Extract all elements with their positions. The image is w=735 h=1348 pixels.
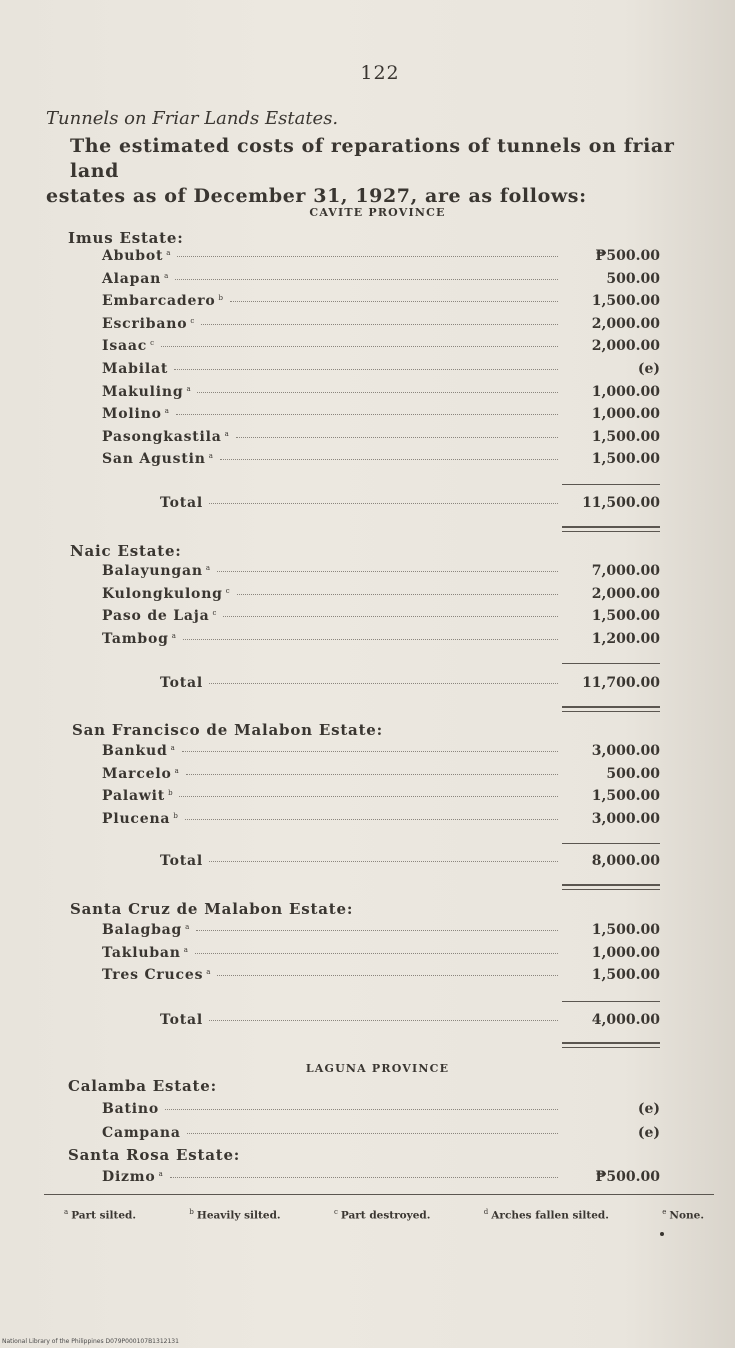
tunnel-name-text: Plucena bbox=[102, 810, 171, 827]
tunnel-name bbox=[102, 1101, 159, 1117]
tunnel-row bbox=[102, 967, 660, 989]
tunnel-amount: 1,000.00 bbox=[591, 944, 660, 961]
total-row-naic bbox=[160, 675, 660, 697]
footnote-marker: a bbox=[171, 631, 177, 640]
leader-dots bbox=[165, 1109, 558, 1110]
tunnel-name bbox=[102, 338, 155, 354]
subtotal-rule bbox=[562, 484, 660, 485]
tunnel-amount: (e) bbox=[637, 361, 660, 377]
footnote-marker: a bbox=[164, 407, 170, 416]
total-row-san-francisco bbox=[160, 853, 660, 875]
total-label: Total bbox=[160, 495, 204, 511]
leader-dots bbox=[185, 819, 558, 820]
tunnel-name bbox=[102, 1169, 164, 1185]
tunnel-name bbox=[102, 743, 176, 759]
subtotal-rule bbox=[562, 663, 660, 664]
tunnel-row bbox=[102, 766, 660, 788]
tunnel-name-text: Campana bbox=[102, 1124, 181, 1141]
tunnel-amount: 3,000.00 bbox=[591, 810, 660, 827]
footnote-text: Part silted. bbox=[71, 1209, 137, 1222]
subtotal-rule bbox=[562, 843, 660, 844]
intro-line: The estimated costs of reparations of tunnels on friar land bbox=[70, 135, 675, 182]
tunnel-name bbox=[102, 384, 191, 400]
tunnel-amount: 1,000.00 bbox=[591, 383, 660, 400]
tunnel-name bbox=[102, 451, 214, 467]
double-rule bbox=[562, 884, 660, 886]
tunnel-amount: 1,200.00 bbox=[591, 630, 660, 647]
tunnel-name-text: Molino bbox=[102, 406, 162, 423]
leader-dots bbox=[196, 930, 558, 931]
footnote-mark: a bbox=[64, 1208, 69, 1216]
footnote-mark: c bbox=[333, 1208, 338, 1216]
footnote-marker: a bbox=[183, 945, 189, 954]
total-label: Total bbox=[160, 675, 204, 691]
tunnel-name-text: Takluban bbox=[102, 944, 181, 961]
total-amount-san-francisco: 8,000.00 bbox=[591, 853, 660, 869]
footnote-marker: c bbox=[190, 316, 196, 325]
province-heading-cavite: CAVITE PROVINCE bbox=[309, 206, 446, 219]
footnotes bbox=[64, 1208, 704, 1222]
estate-heading-san-francisco: San Francisco de Malabon Estate: bbox=[72, 721, 383, 739]
tunnel-name-text: Abubot bbox=[102, 248, 164, 264]
tunnel-amount: 1,000.00 bbox=[591, 406, 660, 423]
tunnel-row bbox=[102, 429, 660, 451]
section-title: Tunnels on Friar Lands Estates. bbox=[46, 108, 339, 129]
double-rule bbox=[562, 1042, 660, 1044]
tunnel-name-text: Kulongkulong bbox=[102, 585, 223, 602]
double-rule bbox=[562, 706, 660, 708]
total-amount-naic: 11,700.00 bbox=[582, 675, 660, 691]
footnote-marker: c bbox=[150, 339, 155, 348]
tunnel-name-text: Batino bbox=[102, 1101, 160, 1117]
tunnel-amount: 1,500.00 bbox=[591, 967, 660, 984]
tunnel-row bbox=[102, 361, 660, 383]
tunnel-amount: 2,000.00 bbox=[591, 585, 660, 602]
leader-dots bbox=[236, 437, 558, 438]
province-heading-laguna: LAGUNA PROVINCE bbox=[305, 1062, 450, 1075]
footnote-marker: b bbox=[218, 294, 224, 303]
leader-dots bbox=[186, 774, 558, 775]
tunnel-row bbox=[102, 586, 660, 608]
footnote-marker: a bbox=[205, 564, 211, 572]
double-rule bbox=[562, 711, 660, 712]
leader-dots bbox=[201, 324, 558, 325]
tunnel-name-text: Balagbag bbox=[102, 922, 183, 938]
tunnel-row bbox=[102, 631, 660, 653]
total-label: Total bbox=[160, 853, 204, 869]
total-row-santa-cruz bbox=[160, 1012, 660, 1034]
tunnel-name-text: Dizmo bbox=[102, 1169, 156, 1185]
total-row-imus bbox=[160, 495, 660, 517]
tunnel-name bbox=[102, 922, 190, 938]
footnote-marker: b bbox=[173, 811, 179, 820]
estate-heading-santa-cruz: Santa Cruz de Malabon Estate: bbox=[70, 900, 354, 918]
tunnel-name-text: San Agustin bbox=[102, 451, 206, 468]
footnote-marker: a bbox=[170, 744, 176, 752]
leader-dots bbox=[220, 459, 558, 460]
tunnel-name-text: Escribano bbox=[102, 315, 188, 332]
tunnel-name-text: Tambog bbox=[102, 630, 169, 647]
tunnel-name bbox=[102, 361, 168, 377]
leader-dots bbox=[209, 1020, 558, 1021]
scan-label: National Library of the Philippines D079P000107B1312131 bbox=[2, 1338, 179, 1345]
tunnel-name bbox=[102, 406, 170, 422]
double-rule bbox=[562, 531, 660, 532]
footnote-text: Arches fallen silted. bbox=[491, 1209, 609, 1222]
tunnel-amount: 1,500.00 bbox=[591, 922, 660, 938]
leader-dots bbox=[183, 639, 558, 640]
tunnel-name-text: Paso de Laja bbox=[102, 608, 210, 625]
tunnel-name bbox=[102, 608, 217, 624]
leader-dots bbox=[230, 301, 558, 302]
tunnel-amount: 1,500.00 bbox=[591, 788, 660, 805]
footnote-item bbox=[64, 1208, 136, 1222]
footnote-marker: c bbox=[225, 586, 231, 595]
tunnel-amount: ₱500.00 bbox=[595, 1169, 660, 1185]
tunnel-amount: (e) bbox=[637, 1101, 660, 1117]
tunnel-name bbox=[102, 563, 211, 579]
leader-dots bbox=[209, 503, 558, 504]
footnote-text: None. bbox=[669, 1209, 704, 1222]
tunnel-row bbox=[102, 316, 660, 338]
footnote-item bbox=[484, 1208, 609, 1222]
leader-dots bbox=[175, 279, 558, 280]
double-rule bbox=[562, 1047, 660, 1048]
leader-dots bbox=[217, 975, 558, 976]
footnote-marker: b bbox=[168, 789, 174, 798]
tunnel-row bbox=[102, 451, 660, 473]
footnote-marker: a bbox=[186, 384, 192, 393]
footnote-divider bbox=[44, 1194, 714, 1195]
tunnel-amount: 2,000.00 bbox=[591, 315, 660, 332]
tunnel-name-text: Pasongkastila bbox=[102, 428, 222, 445]
tunnel-row bbox=[102, 1125, 660, 1147]
tunnel-amount: 2,000.00 bbox=[591, 338, 660, 355]
leader-dots bbox=[209, 683, 558, 684]
estate-heading-santa-rosa: Santa Rosa Estate: bbox=[68, 1146, 241, 1164]
tunnel-name bbox=[102, 631, 177, 647]
footnote-marker: a bbox=[206, 968, 212, 977]
leader-dots bbox=[177, 256, 558, 257]
tunnel-name bbox=[102, 429, 230, 445]
tunnel-name bbox=[102, 967, 211, 983]
tunnel-name-text: Embarcadero bbox=[102, 293, 216, 310]
footnote-text: Heavily silted. bbox=[196, 1209, 281, 1222]
page-number: 122 bbox=[360, 62, 400, 84]
leader-dots bbox=[182, 751, 558, 752]
tunnel-name-text: Makuling bbox=[102, 383, 184, 400]
tunnel-row bbox=[102, 922, 660, 944]
footnote-mark: d bbox=[483, 1208, 489, 1216]
leader-dots bbox=[237, 594, 558, 595]
tunnel-name bbox=[102, 1125, 181, 1141]
tunnel-name-text: Marcelo bbox=[102, 765, 172, 782]
total-amount-santa-cruz: 4,000.00 bbox=[591, 1012, 660, 1028]
tunnel-name bbox=[102, 945, 189, 961]
tunnel-row bbox=[102, 1169, 660, 1191]
leader-dots bbox=[174, 369, 558, 370]
tunnel-name-text: Balayungan bbox=[102, 563, 203, 579]
tunnel-name bbox=[102, 788, 173, 804]
tunnel-row bbox=[102, 338, 660, 360]
tunnel-row bbox=[102, 293, 660, 315]
tunnel-row bbox=[102, 563, 660, 585]
footnote-marker: a bbox=[158, 1170, 164, 1178]
tunnel-name bbox=[102, 248, 171, 264]
tunnel-name-text: Alapan bbox=[102, 270, 162, 287]
intro-paragraph bbox=[46, 134, 714, 209]
tunnel-amount: 1,500.00 bbox=[591, 451, 660, 468]
tunnel-name bbox=[102, 293, 224, 309]
tunnel-amount: 1,500.00 bbox=[591, 608, 660, 625]
leader-dots bbox=[179, 796, 558, 797]
footnote-marker: a bbox=[164, 271, 170, 280]
footnote-mark: e bbox=[662, 1208, 667, 1216]
leader-dots bbox=[170, 1177, 558, 1178]
tunnel-name-text: Tres Cruces bbox=[102, 967, 204, 984]
estate-heading-imus: Imus Estate: bbox=[68, 229, 184, 247]
leader-dots bbox=[197, 392, 558, 393]
tunnel-row bbox=[102, 384, 660, 406]
tunnel-name-text: Palawit bbox=[102, 788, 166, 805]
tunnel-amount: 3,000.00 bbox=[591, 743, 660, 759]
tunnel-name bbox=[102, 766, 180, 782]
subtotal-rule bbox=[562, 1001, 660, 1002]
tunnel-row bbox=[102, 271, 660, 293]
tunnel-name bbox=[102, 811, 179, 827]
footnote-item bbox=[662, 1208, 704, 1222]
tunnel-row bbox=[102, 248, 660, 270]
tunnel-name-text: Mabilat bbox=[102, 361, 169, 377]
tunnel-amount: 500.00 bbox=[606, 270, 660, 287]
tunnel-row bbox=[102, 1101, 660, 1123]
tunnel-name bbox=[102, 316, 195, 332]
tunnel-row bbox=[102, 811, 660, 833]
tunnel-row bbox=[102, 945, 660, 967]
footnote-text: Part destroyed. bbox=[340, 1209, 431, 1222]
tunnel-name bbox=[102, 271, 169, 287]
total-label: Total bbox=[160, 1012, 204, 1028]
estate-heading-calamba: Calamba Estate: bbox=[68, 1077, 217, 1095]
footnote-mark: b bbox=[189, 1208, 194, 1216]
tunnel-amount: 7,000.00 bbox=[591, 563, 660, 579]
tunnel-row bbox=[102, 406, 660, 428]
footnote-marker: a bbox=[166, 249, 172, 257]
footnote-marker: a bbox=[174, 766, 180, 775]
leader-dots bbox=[187, 1133, 558, 1134]
leader-dots bbox=[161, 346, 558, 347]
footnote-item bbox=[189, 1208, 280, 1222]
tunnel-name-text: Bankud bbox=[102, 743, 168, 759]
total-amount-imus: 11,500.00 bbox=[582, 495, 660, 511]
footnote-marker: a bbox=[185, 923, 191, 931]
leader-dots bbox=[223, 616, 558, 617]
intro-line: estates as of December 31, 1927, are as follows: bbox=[46, 185, 587, 207]
footnote-marker: c bbox=[212, 609, 218, 618]
ink-speck bbox=[660, 1232, 664, 1236]
leader-dots bbox=[209, 861, 558, 862]
tunnel-amount: ₱500.00 bbox=[595, 248, 660, 264]
tunnel-amount: 1,500.00 bbox=[591, 428, 660, 445]
estate-heading-naic: Naic Estate: bbox=[70, 542, 182, 560]
tunnel-amount: 1,500.00 bbox=[591, 293, 660, 310]
leader-dots bbox=[195, 953, 558, 954]
tunnel-row bbox=[102, 608, 660, 630]
tunnel-row bbox=[102, 743, 660, 765]
double-rule bbox=[562, 526, 660, 528]
tunnel-name-text: Isaac bbox=[102, 338, 148, 355]
footnote-marker: a bbox=[208, 452, 214, 461]
leader-dots bbox=[217, 571, 558, 572]
footnote-marker: a bbox=[224, 429, 230, 438]
tunnel-row bbox=[102, 788, 660, 810]
tunnel-amount: 500.00 bbox=[606, 765, 660, 782]
tunnel-amount: (e) bbox=[637, 1124, 660, 1141]
leader-dots bbox=[176, 414, 558, 415]
footnote-item bbox=[334, 1208, 430, 1222]
double-rule bbox=[562, 889, 660, 890]
tunnel-name bbox=[102, 586, 231, 602]
